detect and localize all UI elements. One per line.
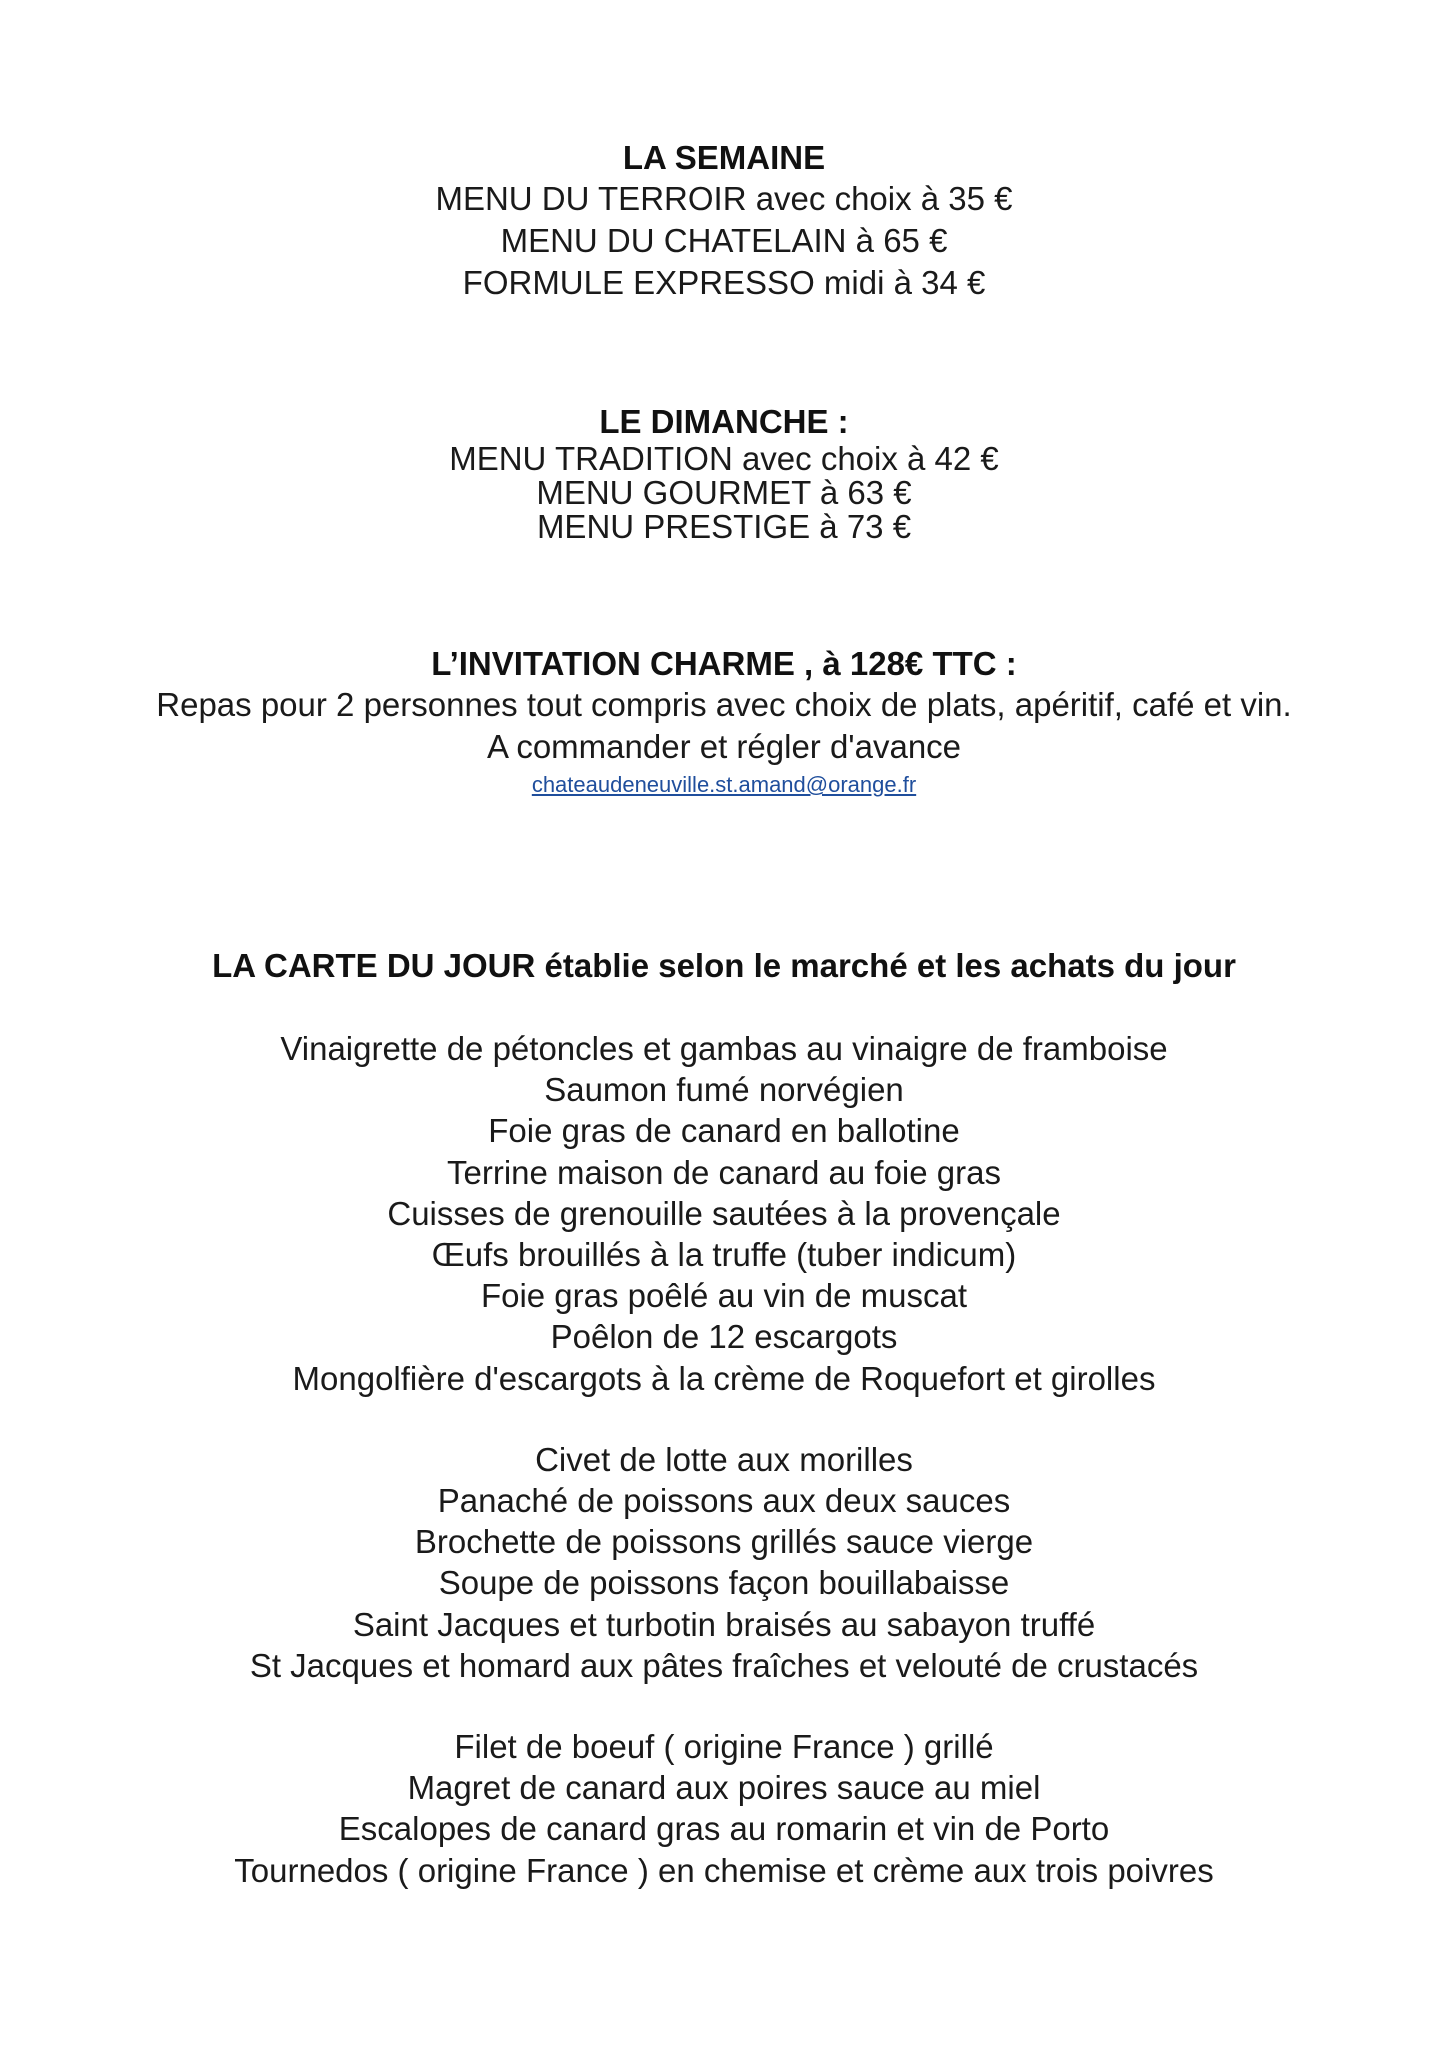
dish-item: Tournedos ( origine France ) en chemise et crème aux trois poivres — [234, 1851, 1214, 1889]
menu-tradition: MENU TRADITION avec choix à 42 € — [449, 440, 999, 477]
invitation-order-note: A commander et régler d'avance — [486, 728, 962, 765]
dimanche-title: LE DIMANCHE : — [599, 403, 849, 440]
dish-item: Escalopes de canard gras au romarin et vin de Porto — [338, 1810, 1110, 1848]
carte-title: LA CARTE DU JOUR établie selon le marché et les achats du jour — [212, 947, 1236, 984]
invitation-description: Repas pour 2 personnes tout compris avec choix de plats, apéritif, café et vin. — [156, 686, 1292, 723]
formule-expresso: FORMULE EXPRESSO midi à 34 € — [462, 263, 986, 301]
dish-item: Soupe de poissons façon bouillabaisse — [438, 1564, 1010, 1602]
menu-gourmet: MENU GOURMET à 63 € — [536, 474, 912, 511]
dish-item: Saint Jacques et turbotin braisés au sabayon truffé — [352, 1605, 1096, 1643]
dish-item: Terrine maison de canard au foie gras — [447, 1153, 1001, 1191]
dish-item: Cuisses de grenouille sautées à la provençale — [387, 1194, 1061, 1232]
dish-item: Foie gras poêlé au vin de muscat — [480, 1277, 968, 1315]
dish-item: Foie gras de canard en ballotine — [488, 1112, 960, 1150]
dish-item: Filet de boeuf ( origine France ) grillé — [454, 1728, 994, 1766]
menu-terroir: MENU DU TERROIR avec choix à 35 € — [435, 179, 1013, 217]
section-invitation — [0, 644, 1448, 802]
dish-item: St Jacques et homard aux pâtes fraîches et velouté de crustacés — [249, 1646, 1199, 1684]
dish-item: Magret de canard aux poires sauce au miel — [407, 1769, 1041, 1807]
dish-item: Saumon fumé norvégien — [544, 1071, 904, 1109]
starters-list — [0, 1028, 1448, 1399]
dish-item: Civet de lotte aux morilles — [535, 1440, 913, 1478]
fish-list — [0, 1439, 1448, 1686]
menu-chatelain: MENU DU CHATELAIN à 65 € — [500, 221, 948, 259]
invitation-title: L’INVITATION CHARME , à 128€ TTC : — [431, 645, 1017, 682]
dish-item: Œufs brouillés à la truffe (tuber indicum) — [431, 1236, 1017, 1274]
section-dimanche — [0, 402, 1448, 544]
dish-item: Brochette de poissons grillés sauce vierge — [414, 1523, 1034, 1561]
meat-list — [0, 1726, 1448, 1891]
dish-item: Mongolfière d'escargots à la crème de Roquefort et girolles — [292, 1359, 1156, 1397]
dish-item: Panaché de poissons aux deux sauces — [437, 1482, 1011, 1520]
section-semaine — [0, 138, 1448, 304]
dish-item: Poêlon de 12 escargots — [550, 1318, 898, 1356]
semaine-title: LA SEMAINE — [622, 139, 826, 176]
email-link[interactable]: chateaudeneuville.st.amand@orange.fr — [531, 772, 917, 797]
section-carte-du-jour — [0, 946, 1448, 1891]
dish-item: Vinaigrette de pétoncles et gambas au vinaigre de framboise — [280, 1030, 1168, 1067]
menu-prestige: MENU PRESTIGE à 73 € — [536, 508, 912, 545]
